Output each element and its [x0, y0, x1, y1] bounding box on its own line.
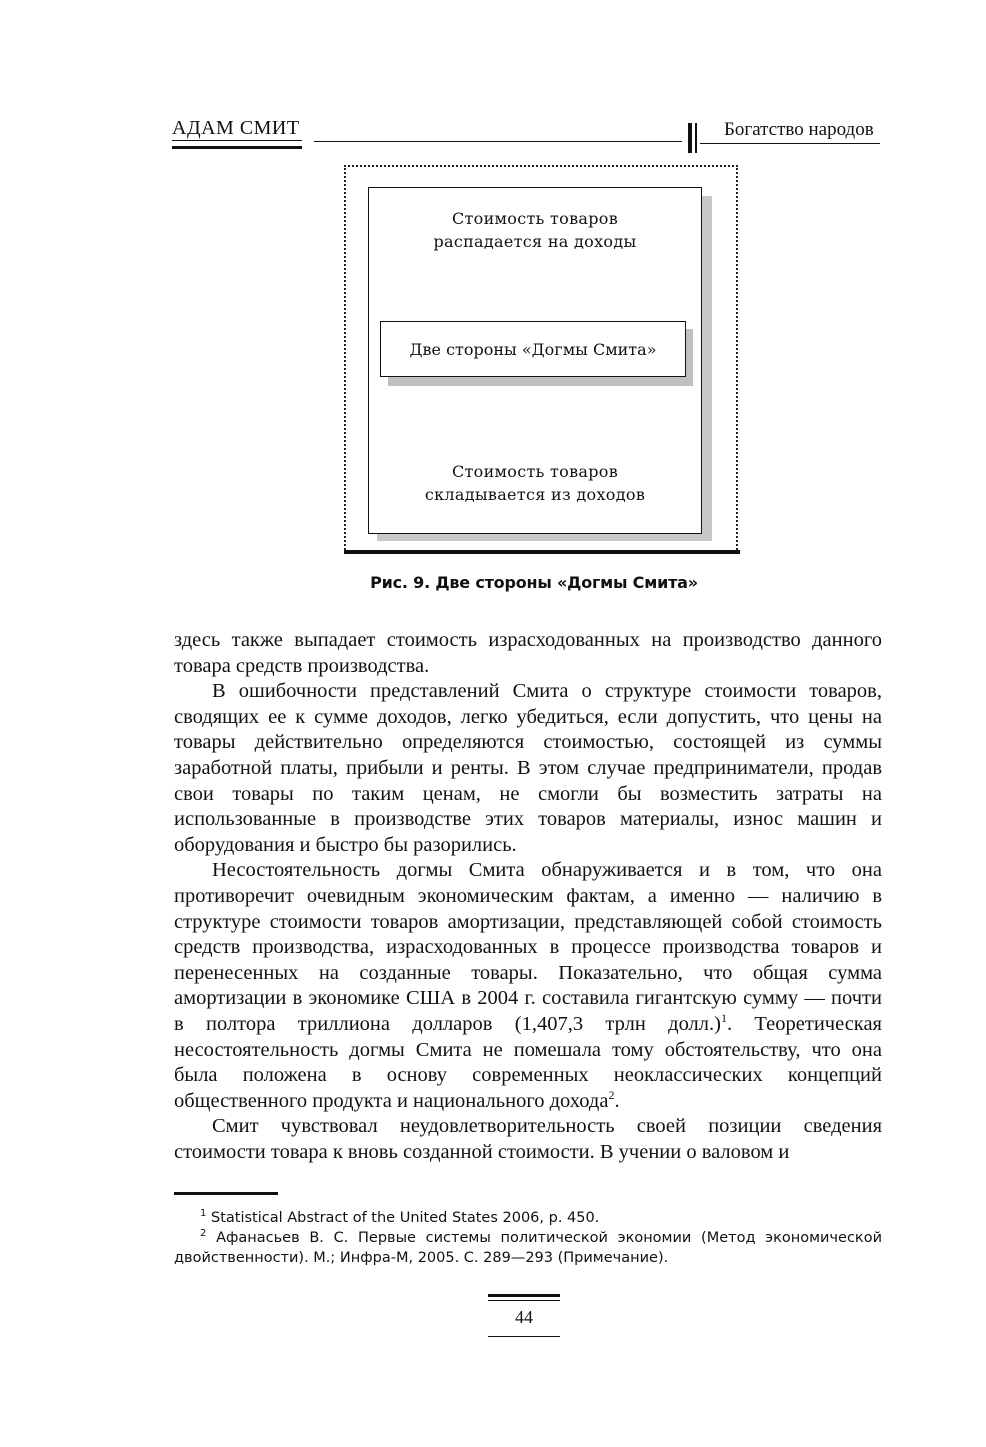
paragraph-2: В ошибочности представлений Смита о структуре стоимости товаров, сводящих ее к сумме доходов, легко убедиться, если допустить, что цены на товары действительно определяются стоимостью, состоящей из суммы заработной платы, прибыли и ренты. В этом случае предприниматели, продав свои товары по таким ценам, не смогли бы возместить затраты на использованные в производстве этих товаров материалы, износ машин и оборудования и быстро бы разорились. — [174, 680, 882, 856]
page-number-rule-top — [488, 1294, 560, 1297]
header-rule-thick — [172, 146, 302, 149]
figure-top-line2: распадается на доходы — [433, 232, 637, 251]
page-number-rule-top-thin — [488, 1300, 560, 1301]
footnote-separator — [174, 1192, 278, 1195]
paragraph-3-part1: Несостоятельность догмы Смита обнаруживается и в том, что она противоречит очевидным экономическим фактам, а именно — наличию в структуре стоимости товаров амортизации, представляющей собой стоимость средств производства, израсходованных в процессе производства товаров и перенесенных на созданные товары. Показательно, что общая сумма амортизации в экономике США в 2004 г. составила гигантскую сумму — почти в полтора триллиона долларов (1,407,3 трлн долл.) — [174, 859, 882, 1035]
header-rule — [172, 140, 302, 141]
page-number: 44 — [515, 1307, 533, 1327]
footnote-1 — [174, 1208, 882, 1228]
running-header-author: АДАМ СМИТ — [172, 117, 300, 139]
footnote-1-text: Statistical Abstract of the United States 2006, p. 450. — [206, 1210, 600, 1226]
figure-caption — [0, 573, 986, 592]
figure-center-label: Две стороны «Догмы Смита» — [409, 339, 657, 359]
paragraph-3-part3: . — [614, 1089, 620, 1112]
figure-top-line1: Стоимость товаров — [451, 209, 619, 228]
footnotes — [174, 1208, 882, 1268]
figure-bottom-text — [368, 460, 702, 506]
body-text — [174, 628, 882, 1165]
figure-base-line — [344, 550, 740, 554]
figure-top-text — [368, 207, 702, 253]
footnote-ref-2[interactable]: 2 — [608, 1087, 615, 1102]
figure-center-box — [380, 321, 686, 377]
figure-bottom-line2: складывается из доходов — [424, 485, 646, 504]
footnote-ref-1[interactable]: 1 — [720, 1011, 727, 1026]
footnote-2 — [174, 1228, 882, 1268]
paragraph-1: здесь также выпадает стоимость израсходованных на производство данного товара средств производства. — [174, 629, 882, 677]
header-line — [314, 141, 682, 142]
footnote-2-text: Афанасьев В. С. Первые системы политической экономии (Метод экономической двойственности). М.; Инфра-М, 2005. С. 289—293 (Примечание). — [174, 1230, 882, 1266]
paragraph-3-part2: . Теоретическая несостоятельность догмы Смита не помешала тому обстоятельству, что она была положена в основу современных неоклассических концепций общественного продукта и национального дохода — [174, 1012, 882, 1112]
paragraph-4: Смит чувствовал неудовлетворительность своей позиции сведения стоимости товара к вновь созданной стоимости. В учении о валовом и — [174, 1115, 882, 1163]
header-title-rule — [700, 143, 880, 144]
figure-bottom-line1: Стоимость товаров — [451, 462, 619, 481]
header-divider-bar-thin — [695, 123, 697, 153]
paragraph-3 — [174, 858, 882, 1114]
page-number-rule-bottom — [488, 1336, 560, 1337]
running-header-title: Богатство народов — [724, 119, 874, 140]
footnote-mark-2: 2 — [200, 1228, 207, 1240]
footnote-mark-1: 1 — [200, 1208, 207, 1220]
figure-caption-text: Рис. 9. Две стороны «Догмы Смита» — [370, 573, 698, 592]
header-divider-bar — [688, 123, 692, 153]
